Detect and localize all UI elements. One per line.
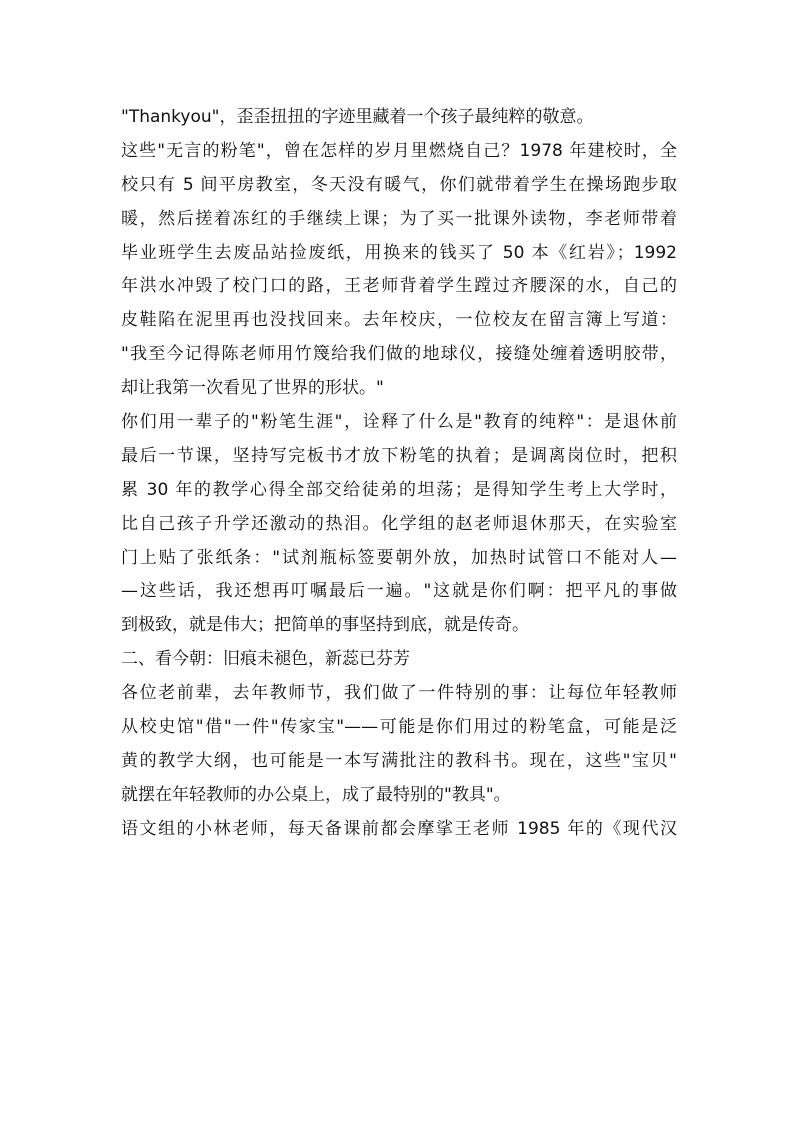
paragraph-line: 黄的教学大纲，也可能是一本写满批注的教科书。现在，这些"宝贝": [121, 750, 677, 771]
paragraph-line: "Thankyou"，歪歪扭扭的字迹里藏着一个孩子最纯粹的敬意。: [121, 107, 594, 127]
paragraph-line: 却让我第一次看见了世界的形状。": [121, 378, 384, 399]
paragraph-line: 暖，然后搓着冻红的手继续上课；为了买一批课外读物，李老师带着: [121, 208, 677, 229]
document-body: [121, 101, 677, 847]
paragraph-line: 校只有 5 间平房教室，冬天没有暖气，你们就带着学生在操场跑步取: [121, 174, 677, 195]
paragraph-line: 最后一节课，坚持写完板书才放下粉笔的执着；是调离岗位时，把积: [121, 445, 677, 466]
paragraph-line: 各位老前辈，去年教师节，我们做了一件特别的事：让每位年轻教师: [121, 683, 677, 704]
paragraph-line: "我至今记得陈老师用竹篾给我们做的地球仪，接缝处缠着透明胶带，: [121, 344, 677, 365]
paragraph-line: 门上贴了张纸条："试剂瓶标签要朝外放，加热时试管口不能对人—: [121, 547, 677, 568]
paragraph-line: 语文组的小林老师，每天备课前都会摩挲王老师 1985 年的《现代汉: [121, 818, 677, 839]
paragraph-line: 比自己孩子升学还激动的热泪。化学组的赵老师退休那天，在实验室: [121, 513, 677, 534]
paragraph-line: 累 30 年的教学心得全部交给徒弟的坦荡；是得知学生考上大学时，: [121, 479, 677, 500]
paragraph-line: —这些话，我还想再叮嘱最后一遍。"这就是你们啊：把平凡的事做: [121, 581, 677, 602]
paragraph-line: 就摆在年轻教师的办公桌上，成了最特别的"教具"。: [121, 784, 511, 805]
paragraph-line: 这些"无言的粉笔"，曾在怎样的岁月里燃烧自己？1978 年建校时，全: [121, 140, 677, 161]
paragraph-line: 到极致，就是伟大；把简单的事坚持到底，就是传奇。: [121, 615, 529, 636]
paragraph-line: 从校史馆"借"一件"传家宝"——可能是你们用过的粉笔盒，可能是泛: [121, 717, 677, 738]
paragraph-line: 你们用一辈子的"粉笔生涯"，诠释了什么是"教育的纯粹"：是退休前: [121, 412, 677, 433]
section-heading: 二、看今朝：旧痕未褪色，新蕊已芬芳: [121, 649, 410, 670]
paragraph-line: 年洪水冲毁了校门口的路，王老师背着学生蹚过齐腰深的水，自己的: [121, 276, 677, 297]
paragraph-line: 皮鞋陷在泥里再也没找回来。去年校庆，一位校友在留言簿上写道：: [121, 310, 677, 331]
paragraph-line: 毕业班学生去废品站捡废纸，用换来的钱买了 50 本《红岩》；1992: [121, 242, 677, 263]
